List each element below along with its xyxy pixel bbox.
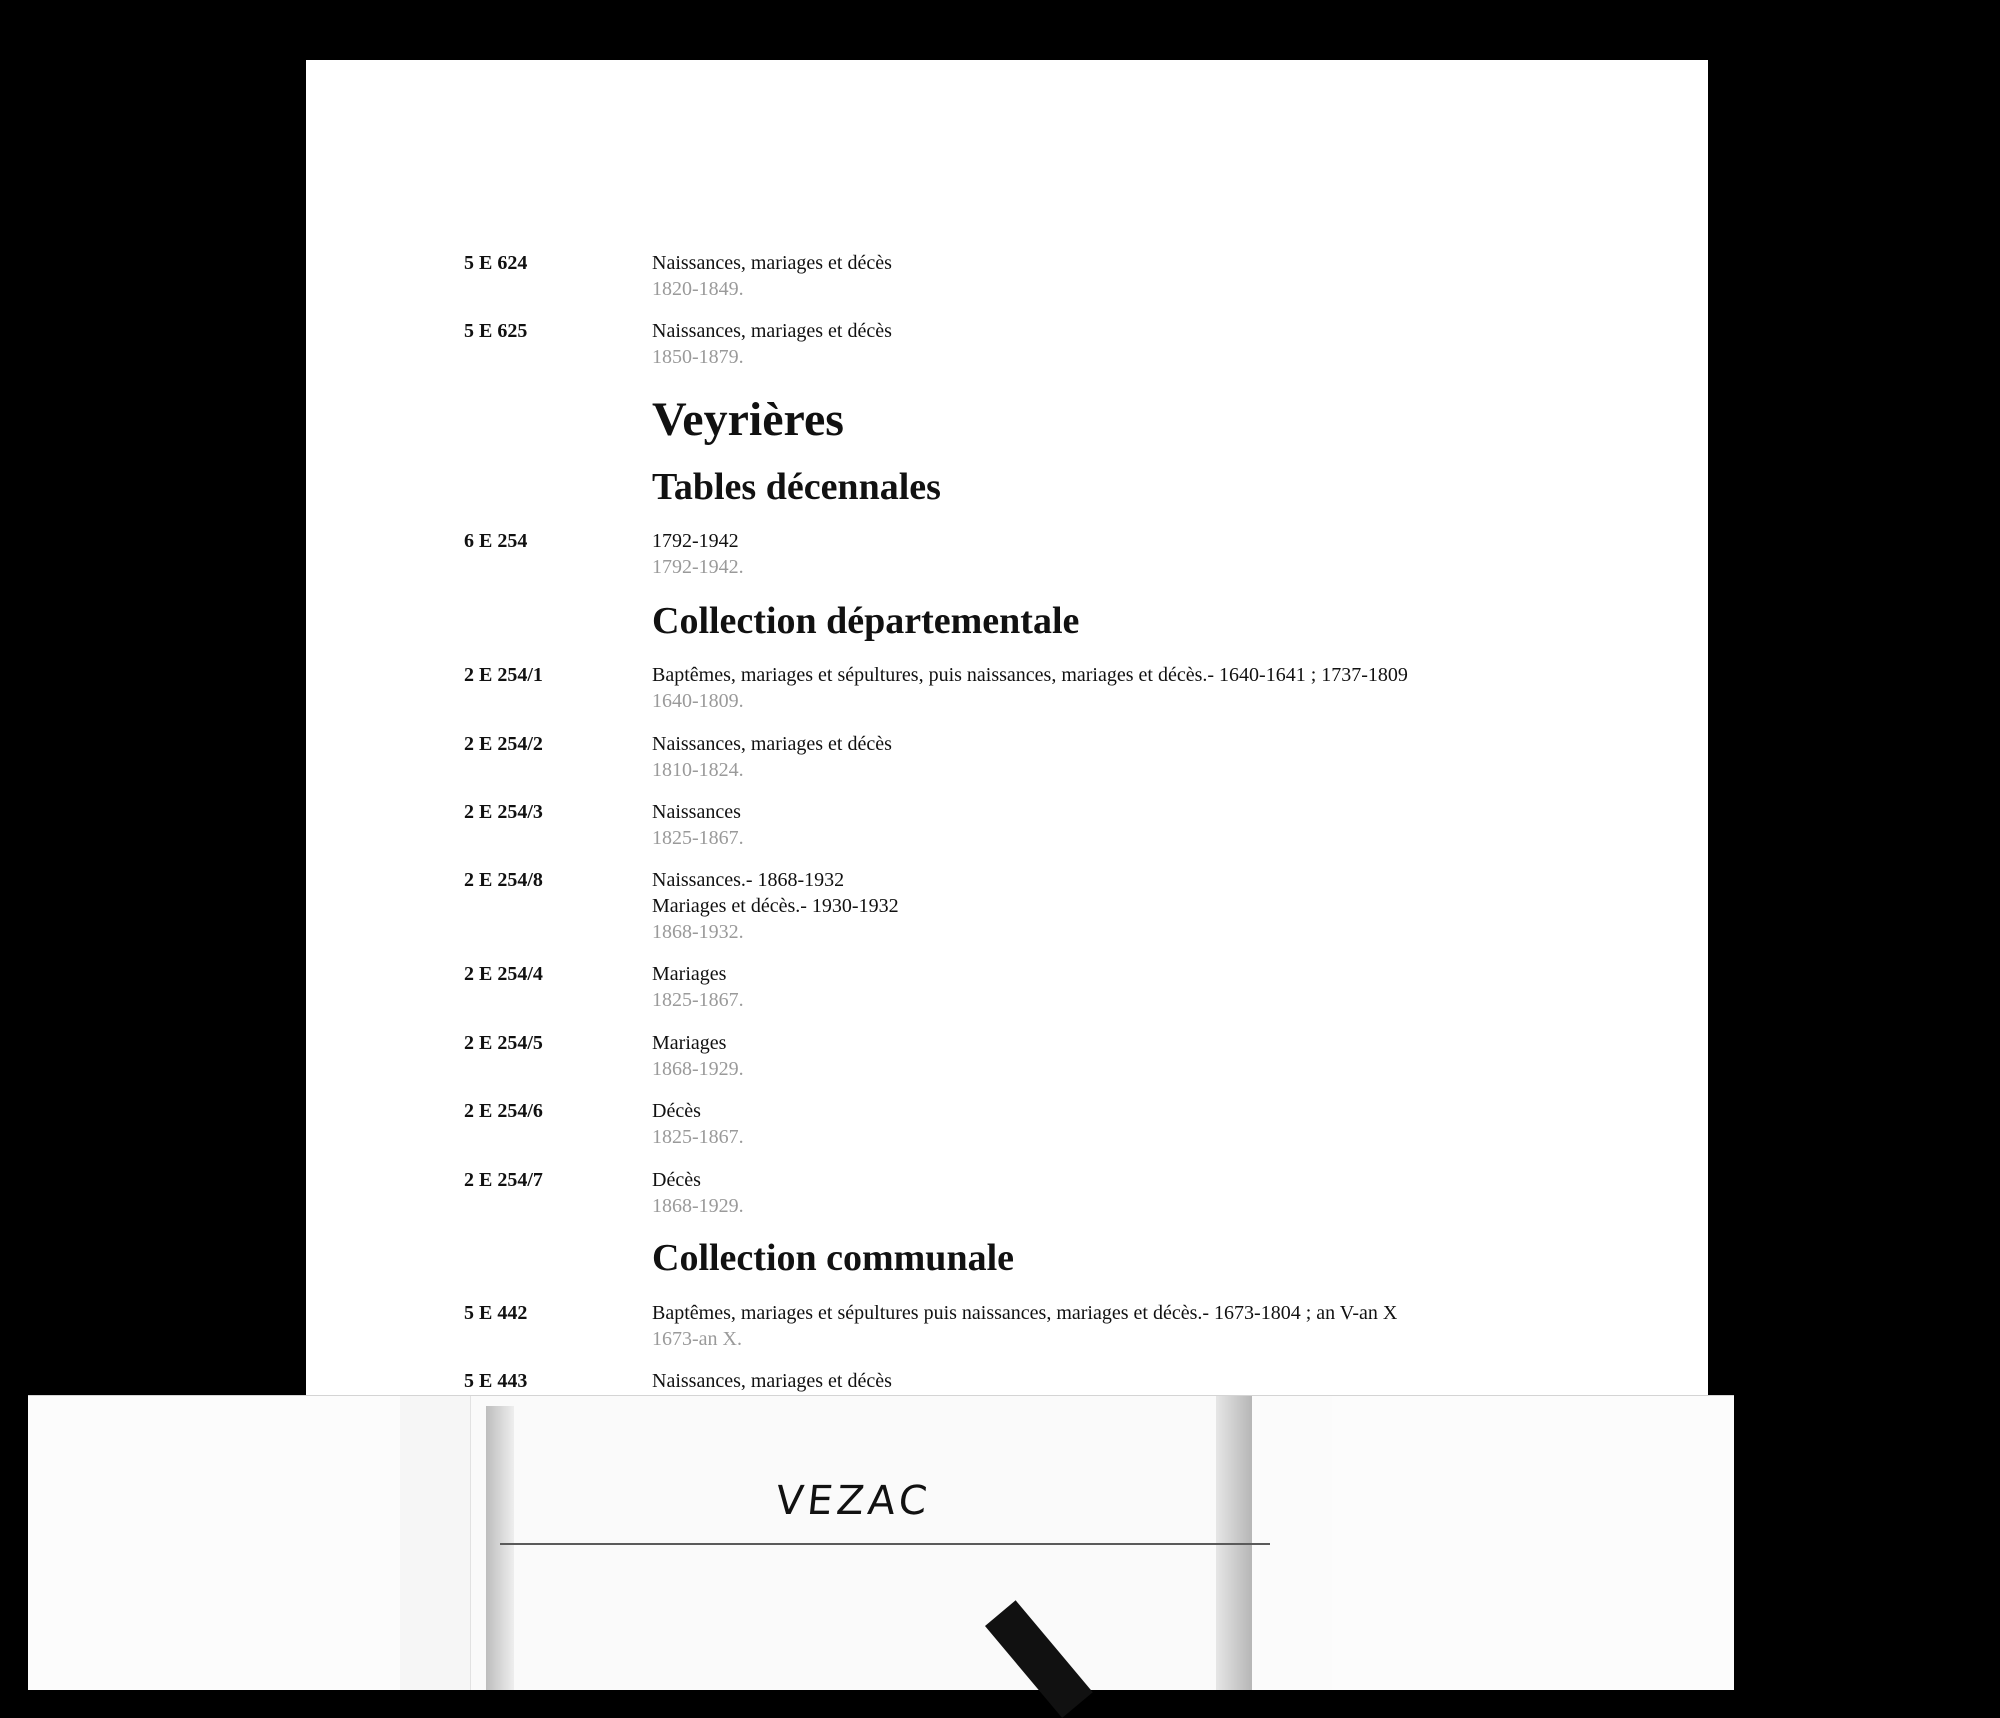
record-dates: 1640-1809.: [652, 690, 744, 712]
record-description: Naissances.- 1868-1932 Mariages et décès.- 1930-1932 1868-1932.: [652, 869, 899, 943]
record-dates: 1868-1929.: [652, 1195, 744, 1217]
section-heading: Collection communale: [652, 1237, 1015, 1279]
section-heading: Tables décennales: [652, 466, 941, 508]
record-code: 2 E 254/8: [464, 869, 543, 891]
record-description: Baptêmes, mariages et sépultures puis naissances, mariages et décès.- 1673-1804 ; an V-an X 1673-an X.: [652, 1302, 1398, 1350]
record-code: 2 E 254/3: [464, 801, 543, 823]
record-code: 5 E 443: [464, 1370, 528, 1392]
record-dates: 1850-1879.: [652, 346, 744, 368]
record-description: Naissances, mariages et décès 1810-1824.: [652, 733, 892, 781]
record-dates: 1673-an X.: [652, 1328, 742, 1350]
record-code: 5 E 624: [464, 252, 528, 274]
record-code: 2 E 254/6: [464, 1100, 543, 1122]
record-dates: 1810-1824.: [652, 759, 744, 781]
record-code: 5 E 625: [464, 320, 528, 342]
record-dates: 1825-1867.: [652, 827, 744, 849]
record-description: Naissances, mariages et décès 1850-1879.: [652, 320, 892, 368]
record-dates: 1868-1932.: [652, 921, 744, 943]
record-code: 2 E 254/2: [464, 733, 543, 755]
record-dates: 1825-1867.: [652, 989, 744, 1011]
record-description: Naissances, mariages et décès 1820-1849.: [652, 252, 892, 300]
box-flap-right: [1332, 1396, 1734, 1690]
record-description: Naissances, mariages et décès: [652, 1370, 892, 1392]
record-description: Décès 1825-1867.: [652, 1100, 744, 1148]
record-code: 6 E 254: [464, 530, 528, 552]
record-description: Baptêmes, mariages et sépultures, puis naissances, mariages et décès.- 1640-1641 ; 1737-1809 1640-1809.: [652, 664, 1408, 712]
record-code: 5 E 442: [464, 1302, 528, 1324]
archive-box: [28, 1395, 1734, 1690]
document-page: [306, 60, 1708, 1460]
record-description: Décès 1868-1929.: [652, 1169, 744, 1217]
label-underline: [500, 1543, 1270, 1545]
box-fold-shadow: [486, 1406, 514, 1690]
box-label: VEZAC: [773, 1478, 934, 1524]
record-dates: 1825-1867.: [652, 1126, 744, 1148]
record-dates: 1820-1849.: [652, 278, 744, 300]
record-description: 1792-1942 1792-1942.: [652, 530, 744, 578]
box-flap-left: [28, 1396, 402, 1690]
record-description: Naissances 1825-1867.: [652, 801, 744, 849]
record-description: Mariages 1868-1929.: [652, 1032, 744, 1080]
record-dates: 1868-1929.: [652, 1058, 744, 1080]
record-dates: 1792-1942.: [652, 556, 744, 578]
box-flap-fold-left: [400, 1396, 471, 1690]
section-heading: Collection départementale: [652, 600, 1080, 642]
record-code: 2 E 254/5: [464, 1032, 543, 1054]
record-code: 2 E 254/4: [464, 963, 543, 985]
record-description: Mariages 1825-1867.: [652, 963, 744, 1011]
commune-title: Veyrières: [652, 393, 844, 446]
record-code: 2 E 254/1: [464, 664, 543, 686]
record-code: 2 E 254/7: [464, 1169, 543, 1191]
